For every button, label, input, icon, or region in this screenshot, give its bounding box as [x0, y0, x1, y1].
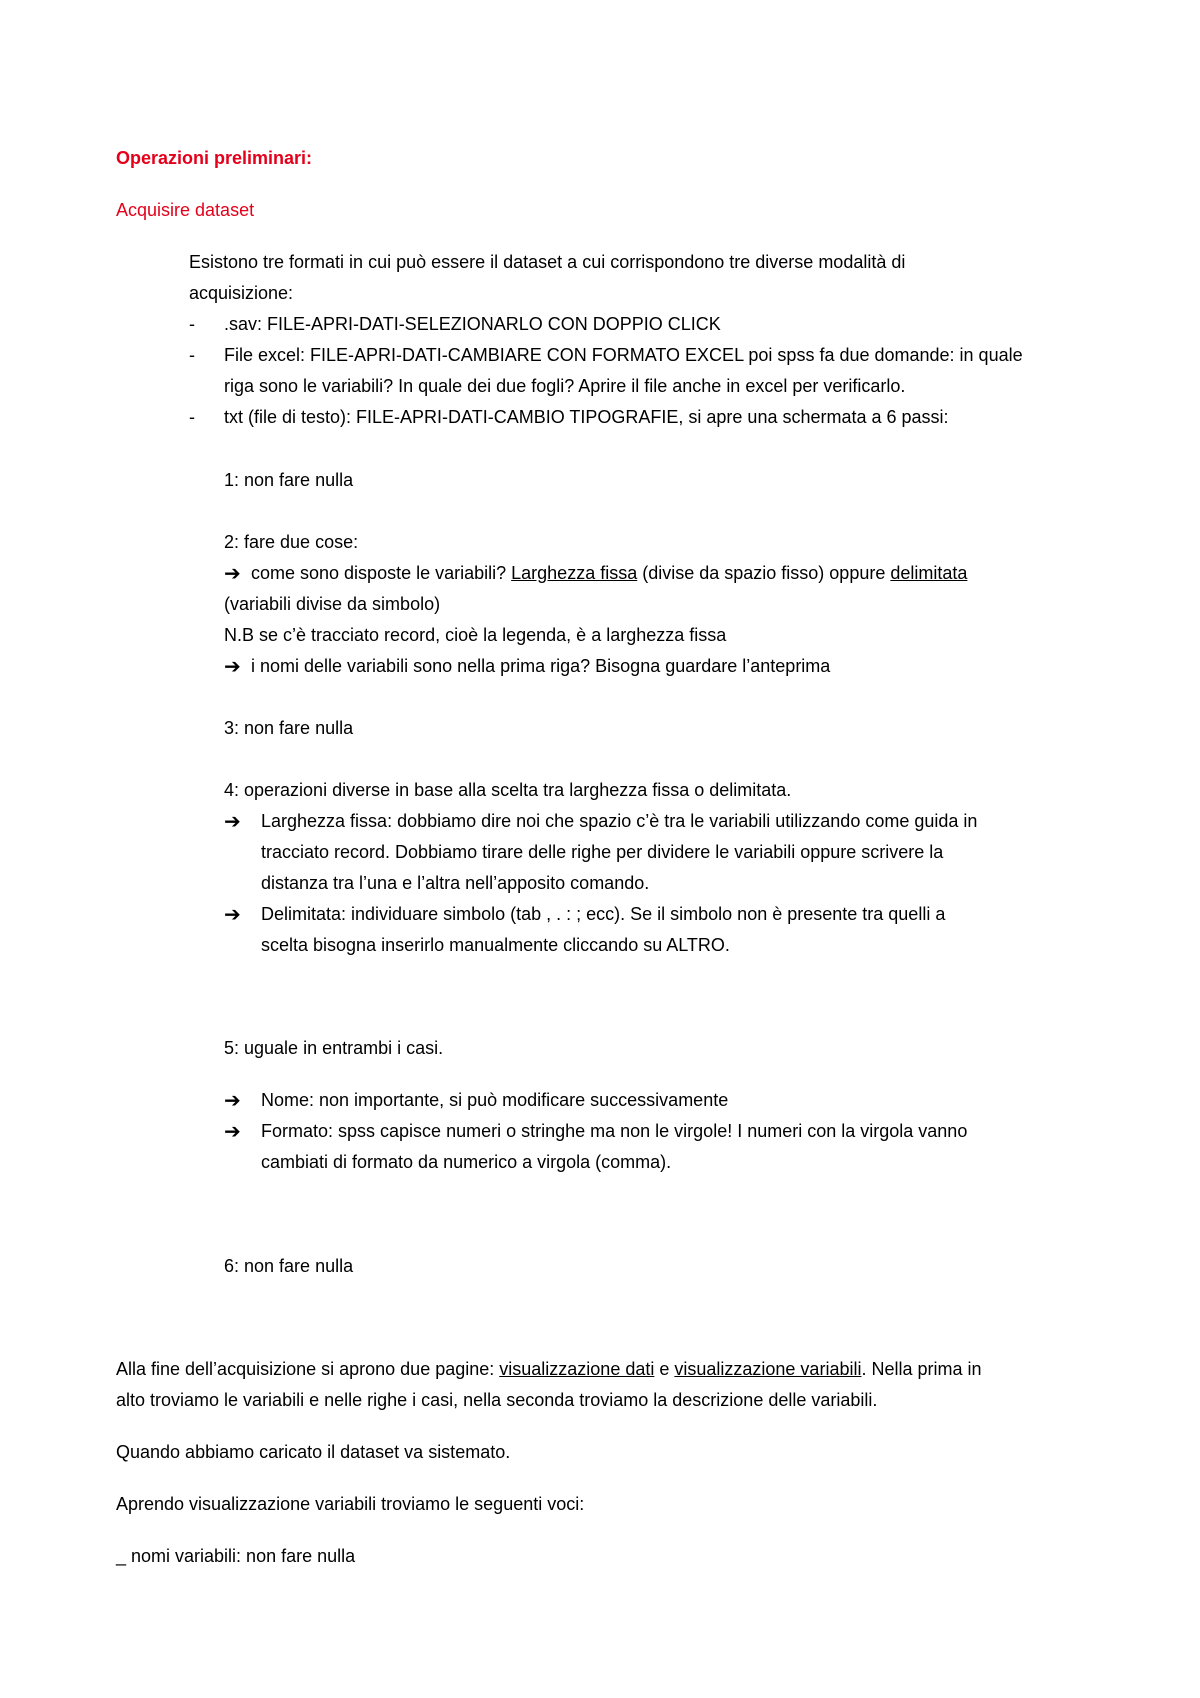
right-arrow-icon: ➔	[224, 811, 241, 833]
step-5-format-line-2: cambiati di formato da numerico a virgola (comma).	[261, 1152, 672, 1172]
visualizzazione-dati-term: visualizzazione dati	[499, 1359, 655, 1379]
format-excel-line-2: riga sono le variabili? In quale dei due fogli? Aprire il file anche in excel per verificarlo.	[224, 376, 906, 396]
step-5-name: Nome: non importante, si può modificare successivamente	[261, 1090, 729, 1110]
intro-line-2: acquisizione:	[189, 283, 294, 303]
after-paragraph-line-2: alto troviamo le variabili e nelle righe i casi, nella seconda troviamo la descrizione delle variabili.	[116, 1390, 878, 1410]
right-arrow-icon: ➔	[224, 1121, 241, 1143]
step-6: 6: non fare nulla	[224, 1256, 354, 1276]
delimitata-term: delimitata	[890, 563, 968, 583]
step-2-question-1-mid: (divise da spazio fisso) oppure	[637, 563, 891, 583]
step-2-question-1-text: come sono disposte le variabili?	[251, 563, 512, 583]
step-4-delimited-line-1: Delimitata: individuare simbolo (tab , . : ; ecc). Se il simbolo non è presente tra quelli a	[261, 904, 946, 924]
step-5-format-line-1: Formato: spss capisce numeri o stringhe ma non le virgole! I numeri con la virgola vanno	[261, 1121, 968, 1141]
step-4-fixed-line-2: tracciato record. Dobbiamo tirare delle righe per dividere le variabili oppure scrivere la	[261, 842, 944, 862]
right-arrow-icon: ➔	[224, 563, 241, 585]
step-2-note: N.B se c’è tracciato record, cioè la legenda, è a larghezza fissa	[224, 625, 727, 645]
step-2-question-1	[251, 563, 967, 584]
variables-view-paragraph: Aprendo visualizzazione variabili troviamo le seguenti voci:	[116, 1494, 585, 1514]
dataset-fix-paragraph: Quando abbiamo caricato il dataset va sistemato.	[116, 1442, 511, 1462]
larghezza-fissa-term: Larghezza fissa	[511, 563, 638, 583]
step-5: 5: uguale in entrambi i casi.	[224, 1038, 444, 1058]
step-4-delimited-line-2: scelta bisogna inserirlo manualmente cliccando su ALTRO.	[261, 935, 730, 955]
intro-line-1: Esistono tre formati in cui può essere il dataset a cui corrispondono tre diverse modalità di	[189, 252, 906, 272]
step-2: 2: fare due cose:	[224, 532, 359, 552]
step-2-question-2: i nomi delle variabili sono nella prima riga? Bisogna guardare l’anteprima	[251, 656, 831, 676]
step-4-fixed-line-1: Larghezza fissa: dobbiamo dire noi che spazio c’è tra le variabili utilizzando come guida in	[261, 811, 978, 831]
after-paragraph-post: . Nella prima in	[861, 1359, 982, 1379]
list-dash: -	[189, 345, 195, 365]
format-excel-line-1: File excel: FILE-APRI-DATI-CAMBIARE CON FORMATO EXCEL poi spss fa due domande: in quale	[224, 345, 1023, 365]
after-paragraph-pre: Alla fine dell’acquisizione si aprono due pagine:	[116, 1359, 500, 1379]
after-paragraph-line-1	[116, 1359, 982, 1380]
after-paragraph-mid: e	[654, 1359, 675, 1379]
step-1: 1: non fare nulla	[224, 470, 354, 490]
format-sav: .sav: FILE-APRI-DATI-SELEZIONARLO CON DOPPIO CLICK	[224, 314, 721, 334]
visualizzazione-variabili-term: visualizzazione variabili	[674, 1359, 862, 1379]
variable-names-item: _ nomi variabili: non fare nulla	[116, 1546, 356, 1566]
right-arrow-icon: ➔	[224, 904, 241, 926]
right-arrow-icon: ➔	[224, 656, 241, 678]
section-subtitle: Acquisire dataset	[116, 200, 255, 220]
step-3: 3: non fare nulla	[224, 718, 354, 738]
format-txt: txt (file di testo): FILE-APRI-DATI-CAMBIO TIPOGRAFIE, si apre una schermata a 6 passi:	[224, 407, 949, 427]
step-4: 4: operazioni diverse in base alla scelta tra larghezza fissa o delimitata.	[224, 780, 792, 800]
list-dash: -	[189, 407, 195, 427]
step-2-question-1-cont: (variabili divise da simbolo)	[224, 594, 441, 614]
section-title: Operazioni preliminari:	[116, 148, 313, 168]
right-arrow-icon: ➔	[224, 1090, 241, 1112]
list-dash: -	[189, 314, 195, 334]
step-4-fixed-line-3: distanza tra l’una e l’altra nell’apposito comando.	[261, 873, 650, 893]
